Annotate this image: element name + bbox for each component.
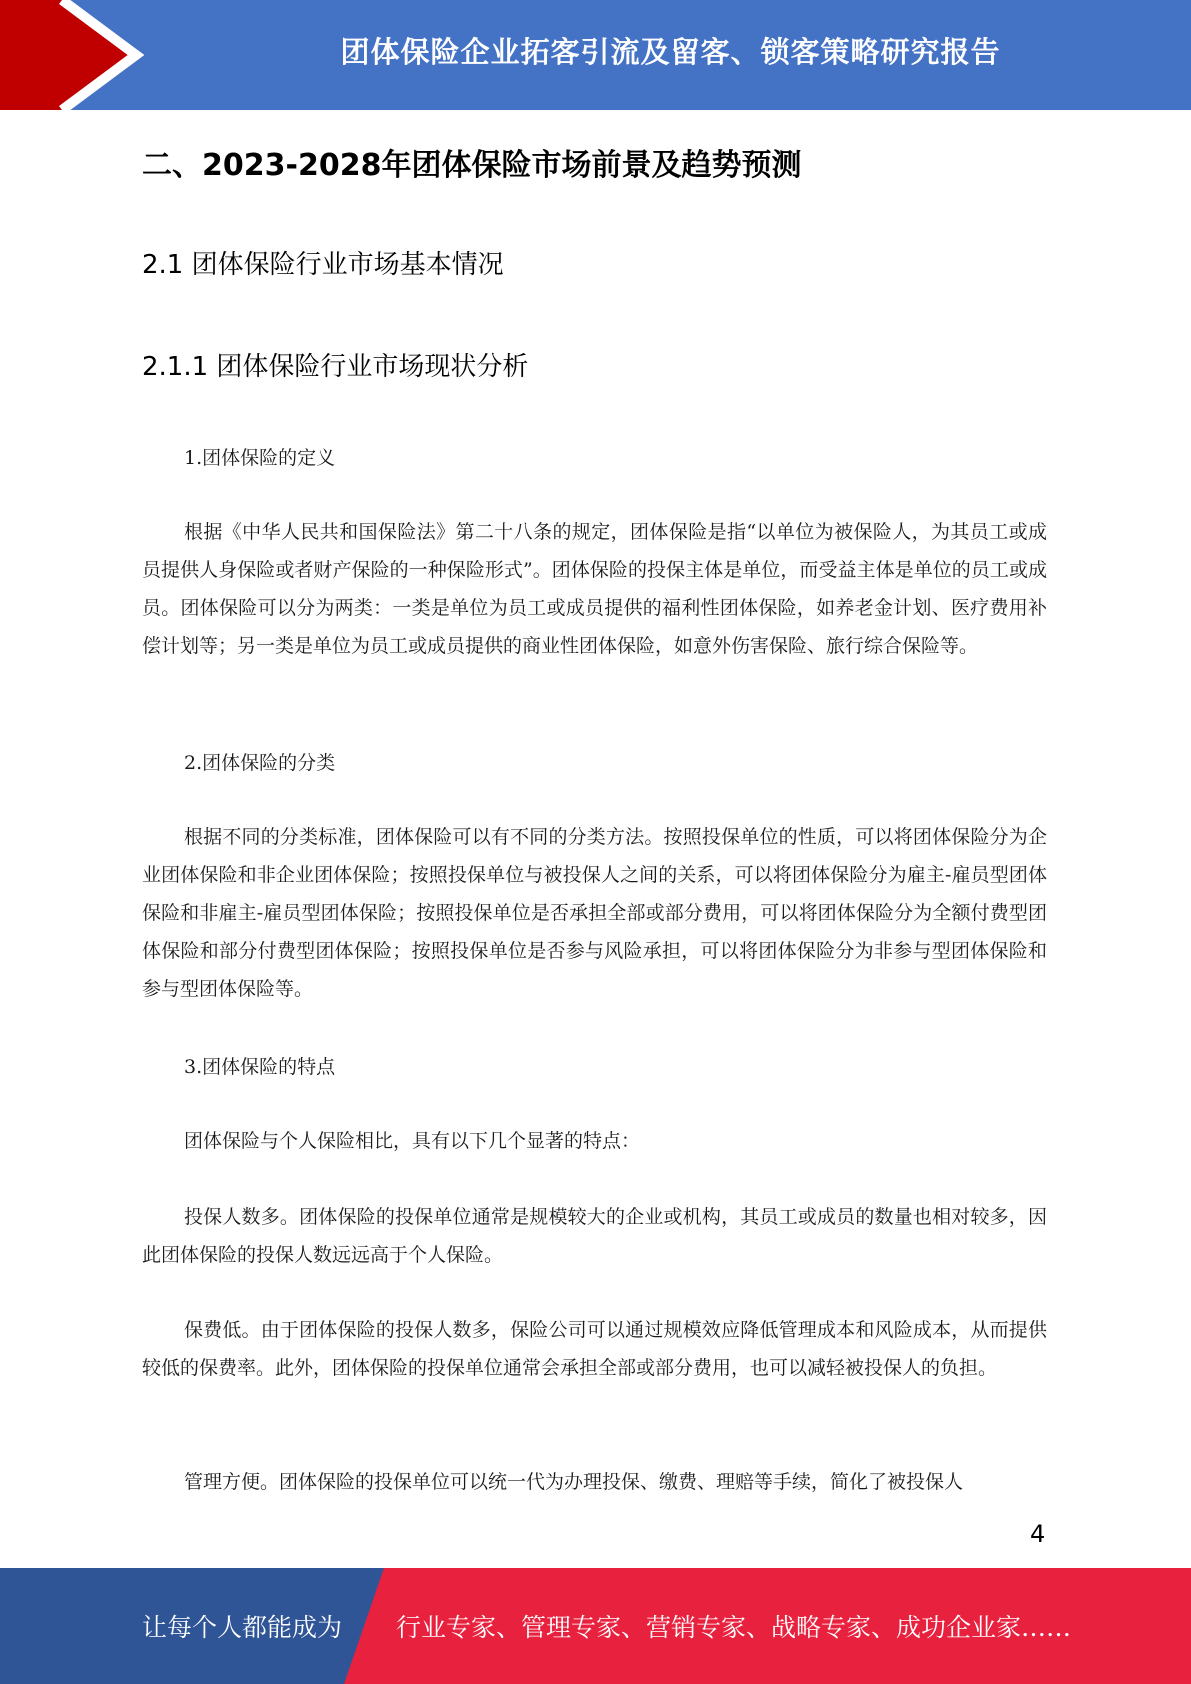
chapter-heading: 二、2023-2028年团体保险市场前景及趋势预测 — [142, 148, 802, 183]
paragraph-classification: 根据不同的分类标准，团体保险可以有不同的分类方法。按照投保单位的性质，可以将团体保险分为企业团体保险和非企业团体保险；按照投保单位与被投保人之间的关系，可以将团体保险分为雇主-雇员型团体保险和非雇主-雇员型团体保险；按照投保单位是否承担全部或部分费用，可以将团体保险分为全额付费型团体保险和部分付费型团体保险；按照投保单位是否参与风险承担，可以将团体保险分为非参与型团体保险和参与型团体保险等。 — [142, 826, 1047, 1000]
paragraph-feature-many-insured: 投保人数多。团体保险的投保单位通常是规模较大的企业或机构，其员工或成员的数量也相对较多，因此团体保险的投保人数远远高于个人保险。 — [142, 1206, 1047, 1266]
item-heading-definition: 1.团体保险的定义 — [184, 447, 336, 469]
footer-slogan-left: 让每个人都能成为 — [142, 1613, 343, 1642]
section-heading: 2.1 团体保险行业市场基本情况 — [142, 250, 504, 280]
report-title: 团体保险企业拓客引流及留客、锁客策略研究报告 — [340, 34, 1001, 69]
page-header — [0, 0, 1191, 110]
paragraph-feature-low-premium: 保费低。由于团体保险的投保人数多，保险公司可以通过规模效应降低管理成本和风险成本，从而提供较低的保费率。此外，团体保险的投保单位通常会承担全部或部分费用，也可以减轻被投保人的负担。 — [142, 1319, 1047, 1379]
subsection-heading: 2.1.1 团体保险行业市场现状分析 — [142, 352, 529, 382]
page-footer — [0, 1568, 1191, 1684]
item-heading-features: 3.团体保险的特点 — [184, 1056, 336, 1078]
item-heading-classification: 2.团体保险的分类 — [184, 752, 336, 774]
page-number: 4 — [1030, 1520, 1046, 1548]
header-arrow-decoration — [0, 0, 160, 110]
paragraph-definition: 根据《中华人民共和国保险法》第二十八条的规定，团体保险是指“以单位为被保险人，为其员工或成员提供人身保险或者财产保险的一种保险形式”。团体保险的投保主体是单位，而受益主体是单位的员工或成员。团体保险可以分为两类：一类是单位为员工或成员提供的福利性团体保险，如养老金计划、医疗费用补偿计划等；另一类是单位为员工或成员提供的商业性团体保险，如意外伤害保险、旅行综合保险等。 — [142, 521, 1047, 657]
footer-slogan-right: 行业专家、管理专家、营销专家、战略专家、成功企业家…… — [396, 1613, 1072, 1642]
paragraph-feature-easy-management: 管理方便。团体保险的投保单位可以统一代为办理投保、缴费、理赔等手续，简化了被投保人 — [184, 1471, 964, 1493]
paragraph-features-intro: 团体保险与个人保险相比，具有以下几个显著的特点： — [184, 1130, 641, 1152]
